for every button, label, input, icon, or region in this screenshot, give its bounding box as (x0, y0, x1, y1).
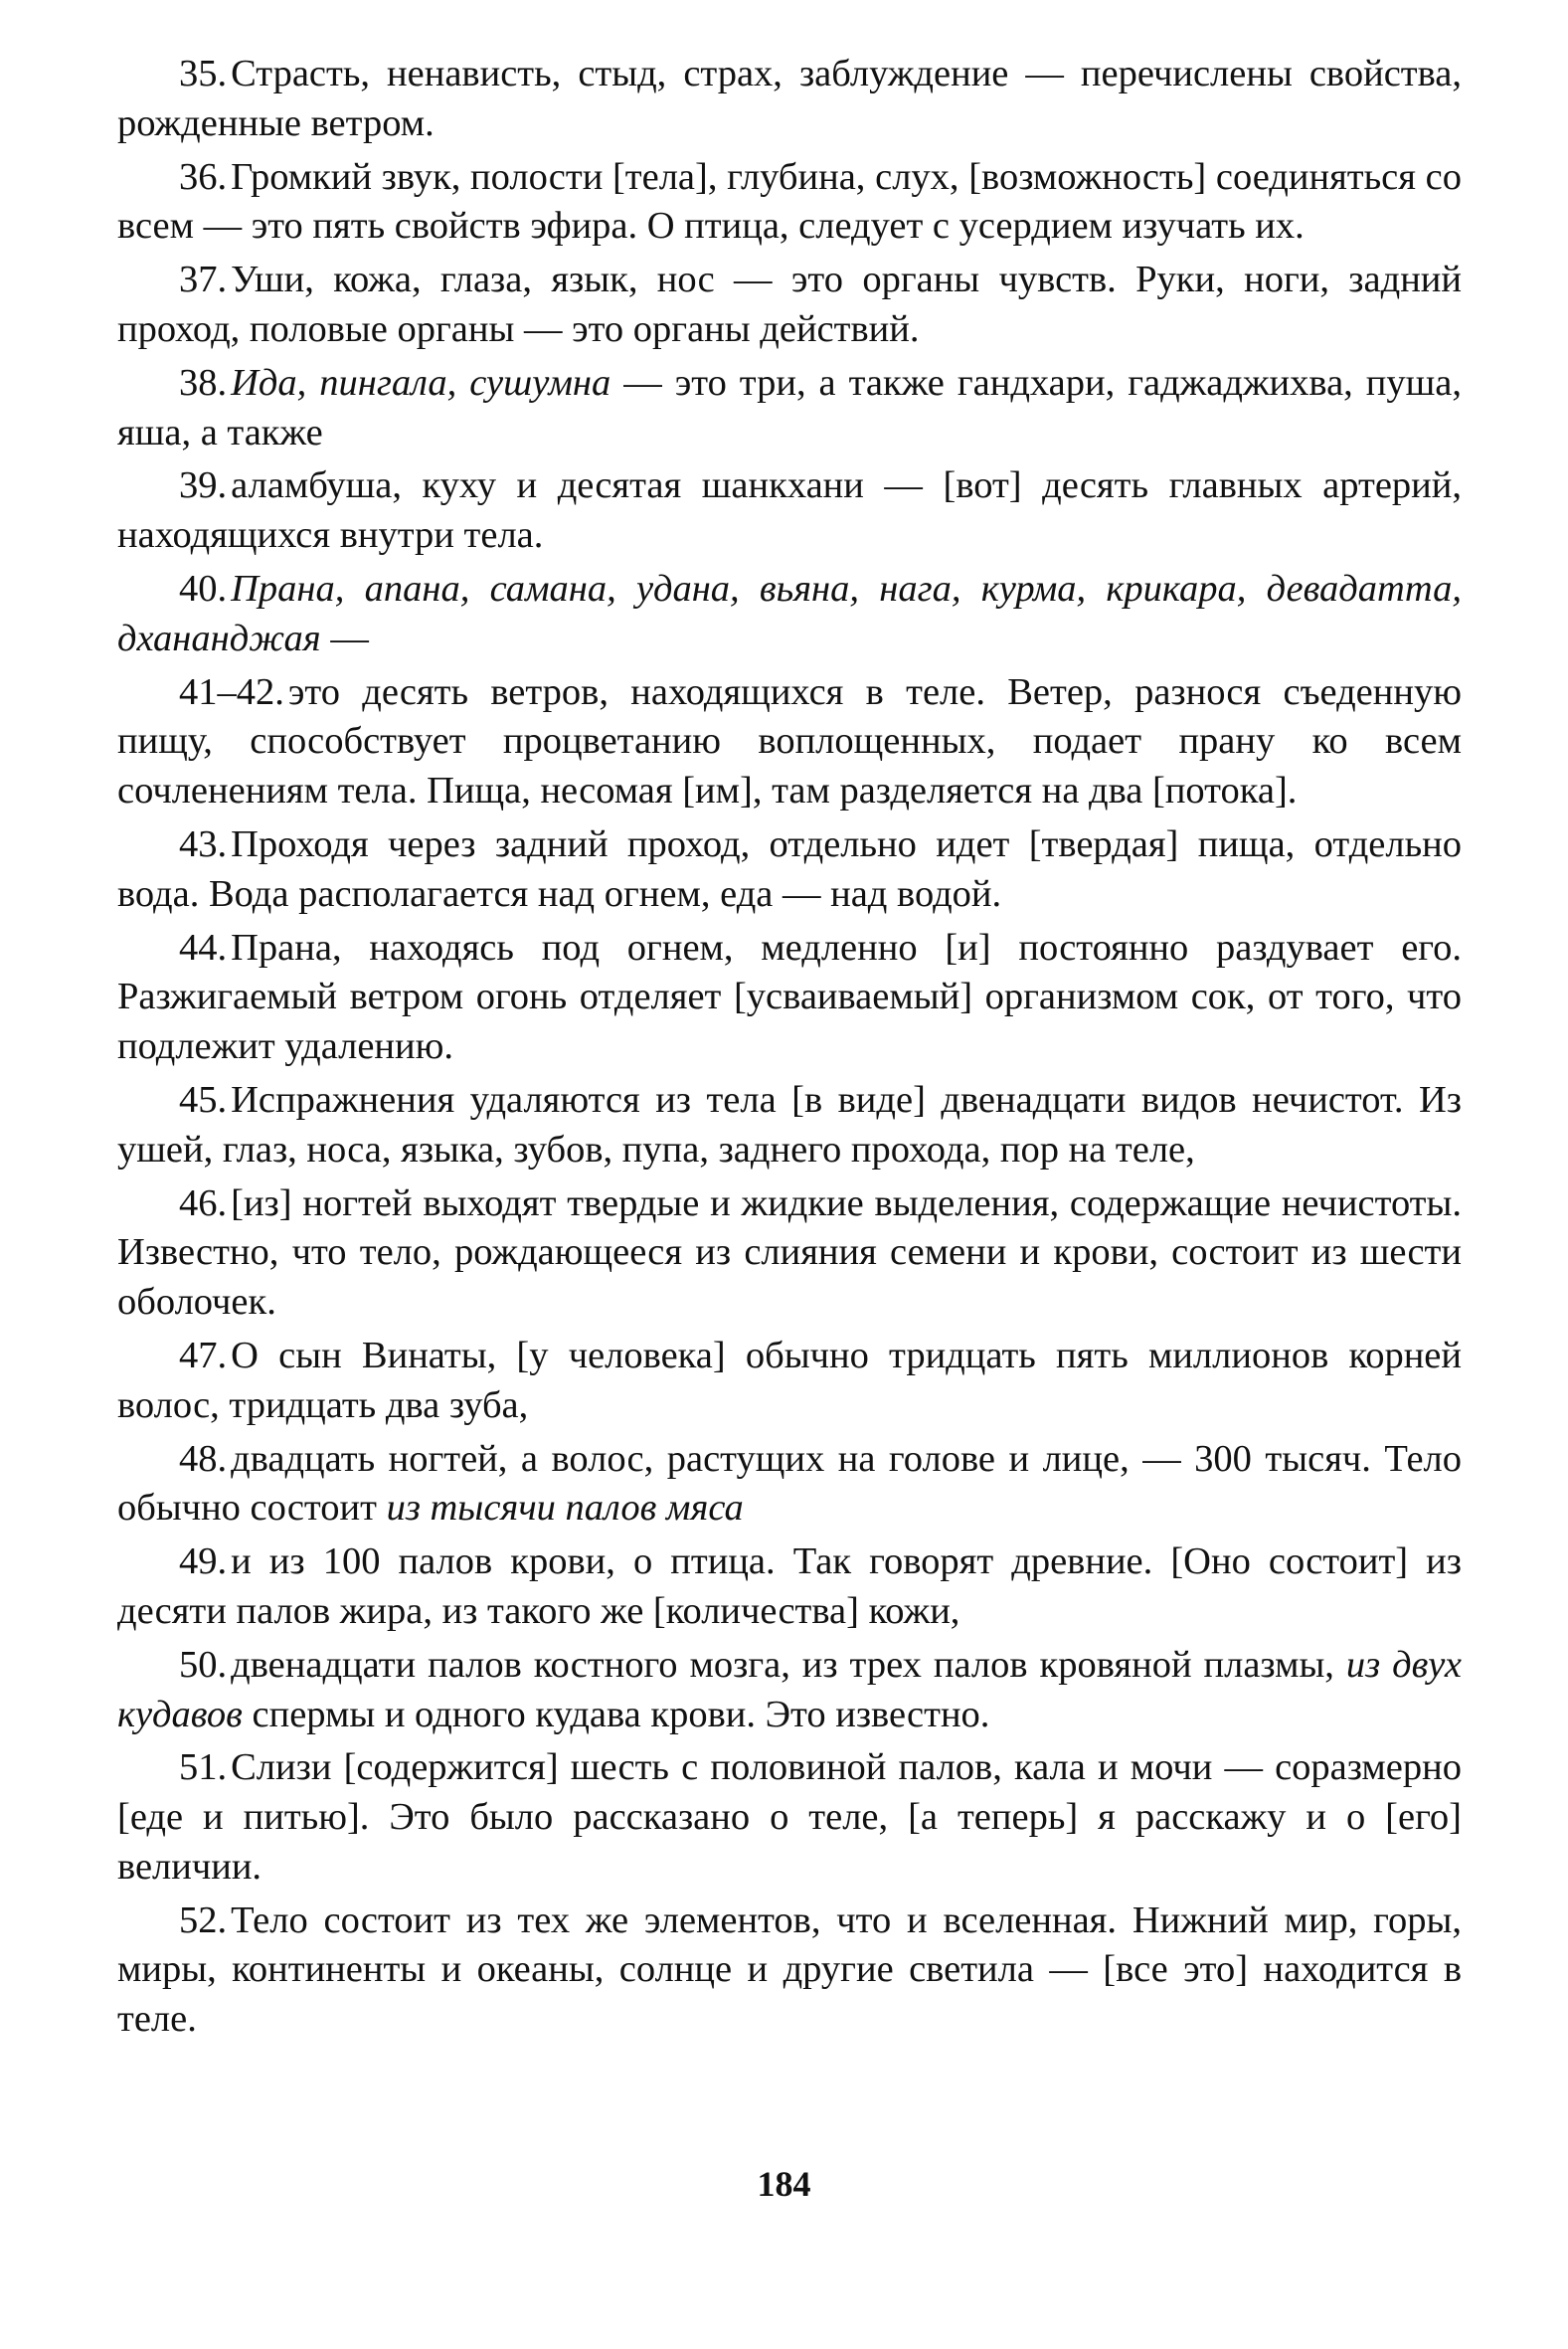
verse-paragraph (117, 153, 1462, 253)
verse-number: 52. (179, 1898, 228, 1941)
verse-paragraph (117, 820, 1462, 920)
verse-number: 40. (179, 567, 228, 610)
verse-number: 47. (179, 1334, 228, 1376)
verse-text: двенадцати палов костного мозга, из трех палов кровяной плазмы, (231, 1643, 1346, 1686)
verse-text: Испражнения удаляются из тела [в виде] двенадцати видов нечистот. Из ушей, глаз, носа, языка, зубов, пупа, заднего прохода, пор на теле, (117, 1078, 1462, 1171)
verse-italic-text: Ида, пингала, сушумна (231, 361, 611, 404)
verse-text: О сын Винаты, [у человека] обычно тридцать пять миллионов корней волос, тридцать два зуба, (117, 1334, 1462, 1426)
verse-number: 49. (179, 1540, 228, 1583)
verse-paragraph (117, 565, 1462, 664)
verse-number: 41–42. (179, 670, 284, 713)
verse-paragraph (117, 256, 1462, 355)
verse-text: Страсть, ненависть, стыд, страх, заблуждение — перечислены свойства, рожденные ветром. (117, 53, 1462, 144)
verse-paragraph (117, 668, 1462, 816)
verse-number: 45. (179, 1078, 228, 1121)
verse-text: — (320, 617, 369, 659)
verse-paragraph (117, 50, 1462, 149)
verse-italic-text: Прана, апана, самана, удана, вьяна, нага, курма, крикара, девадатта, дхананджая (117, 567, 1462, 659)
verse-number: 48. (179, 1437, 228, 1480)
verse-paragraph (117, 461, 1462, 561)
verse-paragraph (117, 1179, 1462, 1328)
verse-number: 43. (179, 822, 228, 865)
verse-text: Прана, находясь под огнем, медленно [и] постоянно раздувает его. Разжигаемый ветром огонь отделяет [усваиваемый] организмом сок, от того, что подлежит удалению. (117, 926, 1462, 1068)
verse-italic-text: из тысячи палов мяса (386, 1487, 744, 1530)
verse-number: 50. (179, 1643, 228, 1686)
verse-number: 39. (179, 464, 228, 507)
verse-text: аламбуша, куху и десятая шанкхани — [вот] десять главных артерий, находящихся внутри тела. (117, 464, 1462, 557)
verse-italic-text: из двух кудавов (117, 1643, 1462, 1735)
verse-paragraph (117, 1537, 1462, 1637)
verse-text: Тело состоит из тех же элементов, что и вселенная. Нижний мир, горы, миры, континенты и океаны, солнце и другие светила — [все это] находится в теле. (117, 1898, 1462, 2041)
verse-text: Громкий звук, полости [тела], глубина, слух, [возможность] соединяться со всем — это пять свойств эфира. О птица, следует с усердием изучать их. (117, 155, 1462, 248)
verse-number: 35. (179, 53, 228, 94)
verse-text: это десять ветров, находящихся в теле. Ветер, разнося съеденную пищу, способствует процветанию воплощенных, подает прану ко всем сочленениям тела. Пища, несомая [им], там разделяется на два [потока]. (117, 670, 1462, 813)
verse-text: и из 100 палов крови, о птица. Так говорят древние. [Оно состоит] из десяти палов жира, из такого же [количества] кожи, (117, 1540, 1462, 1632)
verse-paragraph (117, 1641, 1462, 1740)
verse-text: двадцать ногтей, а волос, растущих на голове и лице, — 300 тысяч. Тело обычно состоит (117, 1437, 1462, 1530)
verse-number: 37. (179, 259, 228, 301)
verse-paragraph (117, 924, 1462, 1072)
verse-number: 51. (179, 1746, 228, 1789)
verse-number: 46. (179, 1181, 228, 1224)
page-number: 184 (757, 2164, 811, 2204)
verse-paragraph (117, 1435, 1462, 1535)
verse-paragraph (117, 1743, 1462, 1892)
verse-paragraph (117, 1332, 1462, 1431)
verse-text: Уши, кожа, глаза, язык, нос — это органы чувств. Руки, ноги, задний проход, половые органы — это органы действий. (117, 259, 1462, 350)
verse-text: — это три, а также гандхари, гаджаджихва, пуша, яша, а также (117, 361, 1462, 453)
verse-number: 38. (179, 361, 228, 404)
verse-text: Проходя через задний проход, отдельно идет [твердая] пища, отдельно вода. Вода располагается над огнем, еда — над водой. (117, 822, 1462, 915)
verse-number: 36. (179, 155, 228, 198)
verse-text: Слизи [содержится] шесть с половиной палов, кала и мочи — соразмерно [еде и питью]. Это было рассказано о теле, [а теперь] я расскажу и о [его] величии. (117, 1746, 1462, 1888)
verse-paragraph (117, 359, 1462, 458)
page-text (117, 50, 1462, 2049)
verse-paragraph (117, 1897, 1462, 2045)
verse-paragraph (117, 1076, 1462, 1175)
verse-text: спермы и одного кудава крови. Это известно. (242, 1693, 990, 1735)
verse-number: 44. (179, 926, 228, 969)
verse-text: [из] ногтей выходят твердые и жидкие выделения, содержащие нечистоты. Известно, что тело, рождающееся из слияния семени и крови, состоит из шести оболочек. (117, 1181, 1462, 1324)
